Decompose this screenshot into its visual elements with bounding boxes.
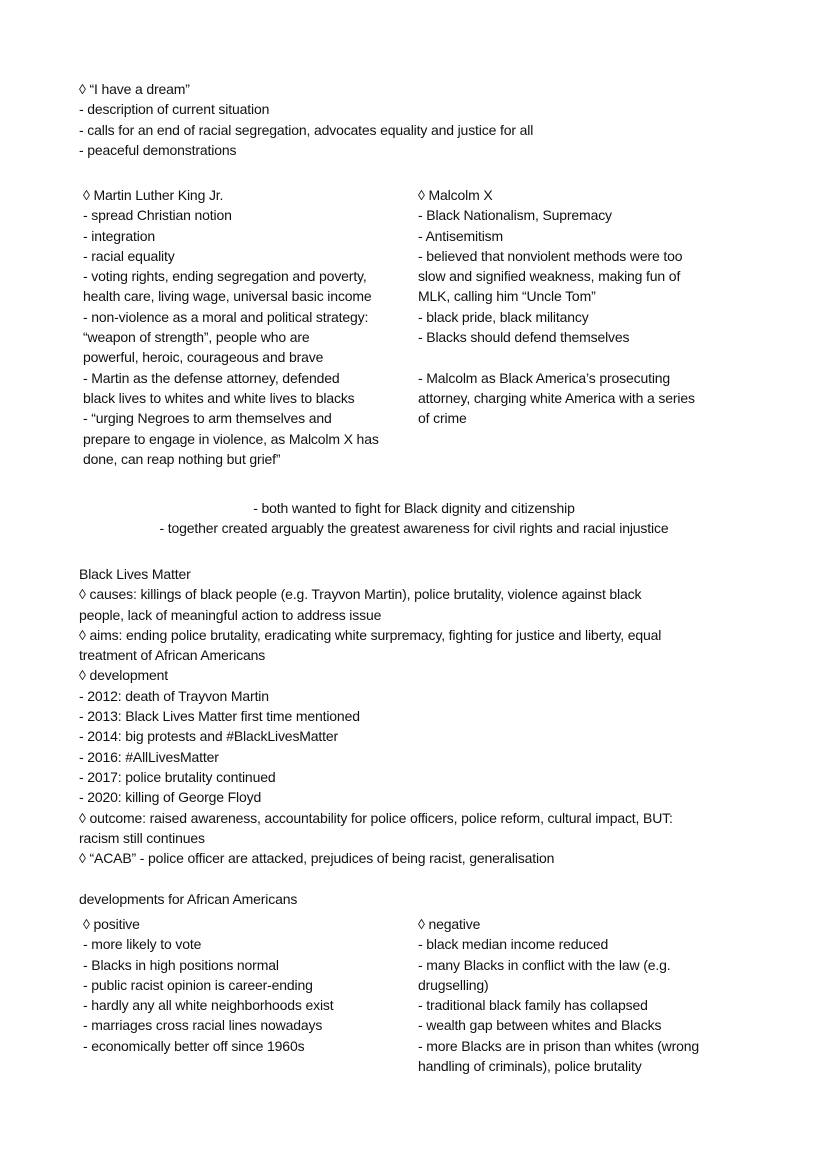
text-line: ◊ Martin Luther King Jr. [83, 187, 224, 203]
positive-column [83, 914, 334, 1056]
text-line: - wealth gap between whites and Blacks [418, 1017, 662, 1034]
developments-heading: developments for African Americans [79, 891, 298, 907]
text-line: - hardly any all white neighborhoods exist [83, 997, 334, 1014]
text-line: treatment of African Americans [79, 647, 266, 664]
dream-section [79, 79, 533, 160]
text-line: done, can reap nothing but grief” [83, 450, 281, 467]
text-line: - “urging Negroes to arm themselves and [83, 410, 332, 427]
text-line: slow and signified weakness, making fun of [418, 268, 681, 285]
text-line: - Blacks should defend themselves [418, 329, 630, 346]
text-line: ◊ “ACAB” - police officer are attacked, prejudices of being racist, generalisation [79, 850, 555, 867]
common-ground [0, 498, 828, 539]
text-line: - traditional black family has collapsed [418, 997, 648, 1014]
text-line: - calls for an end of racial segregation, advocates equality and justice for all [79, 121, 534, 138]
text-line: - Malcolm as Black America’s prosecuting [418, 369, 671, 386]
text-line: health care, living wage, universal basic income [83, 288, 372, 305]
text-line: ◊ positive [83, 916, 140, 932]
text-line: - 2016: #AllLivesMatter [79, 748, 219, 765]
text-line: - spread Christian notion [83, 207, 232, 224]
text-line: of crime [418, 410, 467, 427]
text-line: drugselling) [418, 976, 489, 993]
text-line: - both wanted to fight for Black dignity and citizenship [253, 500, 575, 516]
text-line: - economically better off since 1960s [83, 1037, 305, 1054]
text-line: - many Blacks in conflict with the law (e.g. [418, 956, 671, 973]
text-line: - Black Nationalism, Supremacy [418, 207, 612, 224]
text-line: - 2012: death of Trayvon Martin [79, 687, 269, 704]
blm-section [79, 564, 673, 868]
text-line: - peaceful demonstrations [79, 141, 237, 158]
text-line: - 2017: police brutality continued [79, 768, 276, 785]
malcolm-column [418, 185, 695, 429]
text-line: - voting rights, ending segregation and poverty, [83, 268, 367, 285]
text-line: - black median income reduced [418, 936, 609, 953]
text-line: - Antisemitism [418, 227, 504, 244]
text-line: black lives to whites and white lives to blacks [83, 389, 355, 406]
mlk-column [83, 185, 379, 469]
text-line: - more likely to vote [83, 936, 202, 953]
text-line: - believed that nonviolent methods were too [418, 247, 683, 264]
text-line: - integration [83, 227, 155, 244]
text-line: - 2013: Black Lives Matter first time mentioned [79, 708, 360, 725]
text-line: - Martin as the defense attorney, defended [83, 369, 340, 386]
text-line: powerful, heroic, courageous and brave [83, 349, 324, 366]
text-line: prepare to engage in violence, as Malcolm X has [83, 430, 379, 447]
text-line: ◊ “I have a dream” [79, 81, 190, 97]
text-line: - racial equality [83, 247, 175, 264]
negative-column [418, 914, 699, 1076]
text-line: racism still continues [79, 829, 205, 846]
text-line: ◊ Malcolm X [418, 187, 493, 203]
text-line: people, lack of meaningful action to address issue [79, 606, 382, 623]
text-line: - description of current situation [79, 101, 270, 118]
text-line: - non-violence as a moral and political strategy: [83, 308, 369, 325]
text-line: MLK, calling him “Uncle Tom” [418, 288, 596, 305]
text-line [418, 347, 695, 367]
text-line: - marriages cross racial lines nowadays [83, 1017, 323, 1034]
text-line: ◊ aims: ending police brutality, eradicating white surpremacy, fighting for justice and liberty, equal [79, 626, 662, 643]
text-line: “weapon of strength”, people who are [83, 329, 310, 346]
text-line: ◊ causes: killings of black people (e.g. Trayvon Martin), police brutality, violence against black [79, 586, 642, 603]
text-line: - more Blacks are in prison than whites (wrong [418, 1037, 699, 1054]
text-line: - Blacks in high positions normal [83, 956, 279, 973]
text-line: - together created arguably the greatest awareness for civil rights and racial injustice [159, 520, 669, 537]
text-line: ◊ negative [418, 916, 481, 932]
text-line: - 2020: killing of George Floyd [79, 789, 262, 806]
text-line: handling of criminals), police brutality [418, 1058, 642, 1075]
text-line: ◊ development [79, 667, 169, 684]
text-line: ◊ outcome: raised awareness, accountability for police officers, police reform, cultural impact, BUT: [79, 809, 673, 826]
text-line: - 2014: big protests and #BlackLivesMatter [79, 728, 339, 745]
text-line: - public racist opinion is career-ending [83, 976, 313, 993]
text-line: Black Lives Matter [79, 566, 191, 582]
text-line: - black pride, black militancy [418, 308, 589, 325]
text-line: attorney, charging white America with a series [418, 389, 695, 406]
